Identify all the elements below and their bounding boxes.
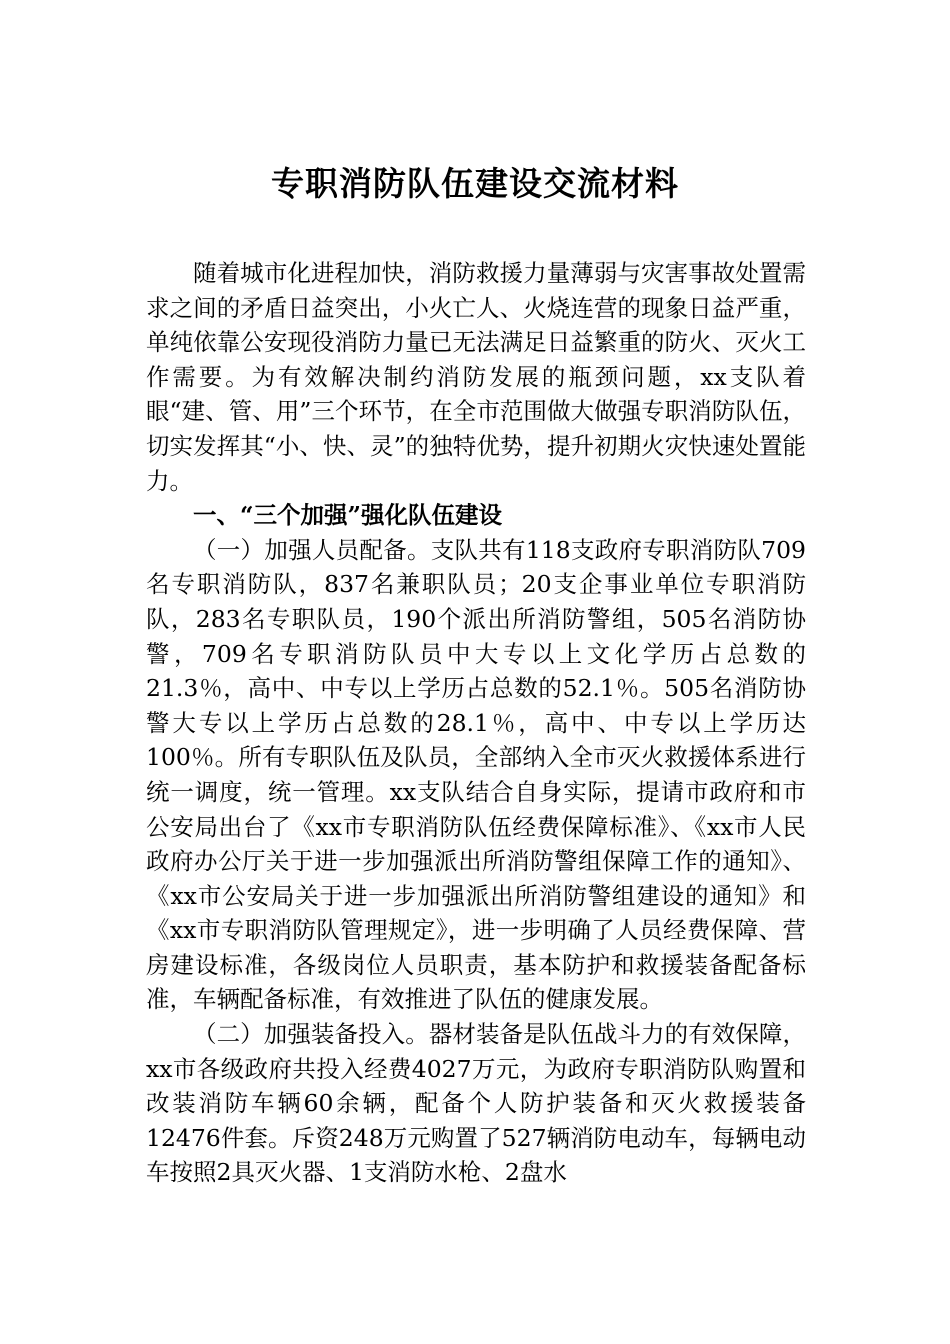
document-title: 专职消防队伍建设交流材料 (271, 164, 679, 203)
personnel-paragraph: （一）加强人员配备。支队共有118支政府专职消防队709名专职消防队，837名兼职队员；20支企事业单位专职消防队，283名专职队员，190个派出所消防警组，505名消防协警，709名专职消防队员中大专以上文化学历占总数的21.3％，高中、中专以上学历占总数的52.1％。505名消防协警大专以上学历占总数的28.1％，高中、中专以上学历达100％。所有专职队伍及队员，全部纳入全市灭火救援体系进行统一调度，统一管理。xx支队结合自身实际，提请市政府和市公安局出台了《xx市专职消防队伍经费保障标准》、《xx市人民政府办公厅关于进一步加强派出所消防警组保障工作的通知》、《xx市公安局关于进一步加强派出所消防警组建设的通知》和《xx市专职消防队管理规定》，进一步明确了人员经费保障、营房建设标准，各级岗位人员职责，基本防护和救援装备配备标准，车辆配备标准，有效推进了队伍的健康发展。 (146, 535, 806, 1014)
intro-paragraph: 随着城市化进程加快，消防救援力量薄弱与灾害事故处置需求之间的矛盾日益突出，小火亡人、火烧连营的现象日益严重，单纯依靠公安现役消防力量已无法满足日益繁重的防火、灭火工作需要。为有效解决制约消防发展的瓶颈问题，xx支队着眼“建、管、用”三个环节，在全市范围做大做强专职消防队伍，切实发挥其“小、快、灵”的独特优势，提升初期火灾快速处置能力。 (146, 259, 806, 495)
document-body (146, 256, 806, 1190)
section-heading: 一、“三个加强”强化队伍建设 (193, 501, 503, 530)
equipment-paragraph: （二）加强装备投入。器材装备是队伍战斗力的有效保障，xx市各级政府共投入经费4027万元，为政府专职消防队购置和改装消防车辆60余辆，配备个人防护装备和灭火救援装备12476件套。斥资248万元购置了527辆消防电动车，每辆电动车按照2具灭火器、1支消防水枪、2盘水 (146, 1020, 806, 1187)
